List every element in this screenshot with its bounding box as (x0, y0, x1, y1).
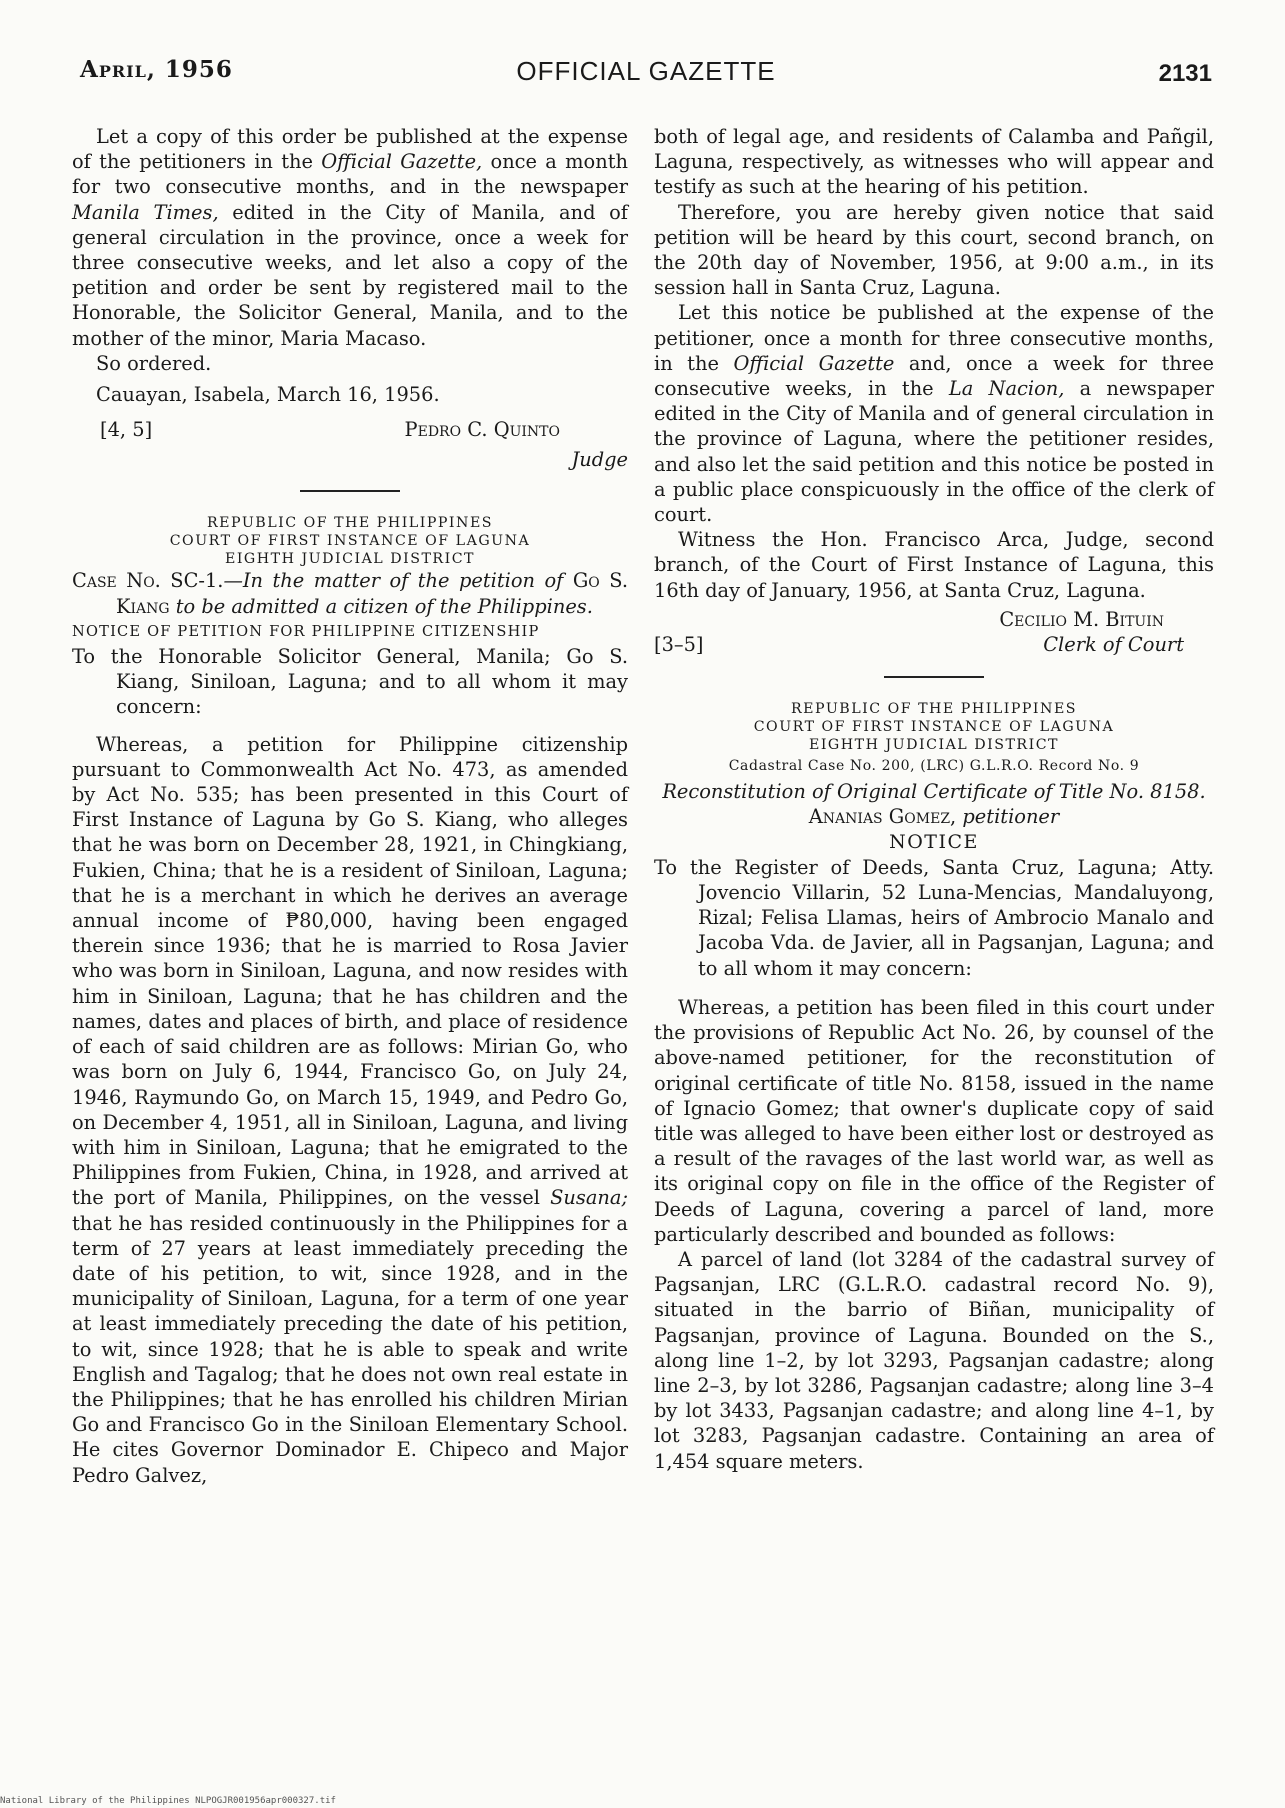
publish-paragraph (654, 300, 1214, 527)
heading-line-3: EIGHTH JUDICIAL DISTRICT (808, 737, 1060, 754)
clerk-signature (654, 607, 1214, 658)
whereas-paragraph (72, 732, 628, 1488)
reconstitution-title (654, 779, 1214, 829)
publish-text-3: a newspaper edited in the City of Manila and of general circulation in the province of Laguna, where the petitioner resides, and also let the said petition and this notice be posted in a public place conspicuously in the office of the clerk of court. (654, 377, 1214, 527)
witness-paragraph: Witness the Hon. Francisco Arca, Judge, second branch, of the Court of First Instance of Laguna, this 16th day of January, 1956, at Santa Cruz, Laguna. (654, 528, 1214, 602)
recon-italic-1: Reconstitution of Original Certificate of Title No. 8158. (662, 780, 1206, 804)
order-italic-2: Manila Times, (72, 200, 219, 224)
page-header (80, 52, 1212, 98)
whereas-paragraph: Whereas, a petition has been filed in this court under the provisions of Republic Act No. 26, by counsel of the above-named petitioner, for the reconstitution of original certificate of title No. 8158, issued in the name of Ignacio Gomez; that owner's duplicate copy of said title was alleged to have been either lost or destroyed as a result of the ravages of the last world war, as well as its original copy on file in the office of the Register of Deeds of Laguna, covering a parcel of land, more particularly described and bounded as follows: (654, 995, 1214, 1246)
left-column (72, 124, 628, 1488)
heading-line-3: EIGHTH JUDICIAL DISTRICT (224, 551, 476, 568)
notice-heading: NOTICE (889, 830, 979, 853)
case-number: Case No. SC-1. (72, 569, 224, 593)
issue-date: April, 1956 (80, 56, 233, 83)
sig-code: [4, 5] (100, 418, 153, 442)
order-italic-1: Official Gazette, (321, 150, 483, 174)
heading-line-1: REPUBLIC OF THE PHILIPPINES (790, 701, 1078, 718)
case-text-2: to be admitted a citizen of the Philippines. (169, 594, 593, 618)
section-divider (884, 676, 984, 678)
heading-line-2: COURT OF FIRST INSTANCE OF LAGUNA (169, 533, 531, 550)
publication-title: OFFICIAL GAZETTE (516, 56, 776, 86)
therefore-paragraph: Therefore, you are hereby given notice that said petition will be heard by this court, second branch, on the 20th day of November, 1956, at 9:00 a.m., in its session hall in Santa Cruz, Laguna. (654, 200, 1214, 300)
page-number: 2131 (1158, 60, 1212, 87)
place-date: Cauayan, Isabela, March 16, 1956. (96, 383, 440, 407)
case-text-1: —In the matter of the petition of (223, 569, 573, 593)
publish-text-2: and, once a week for three consecutive weeks, in the (654, 351, 1214, 401)
notice-title: NOTICE OF PETITION FOR PHILIPPINE CITIZENSHIP (72, 622, 540, 640)
addressees: To the Honorable Solicitor General, Manila; Go S. Kiang, Siniloan, Laguna; and to all whom it may concern: (72, 645, 628, 719)
heading-line-2: COURT OF FIRST INSTANCE OF LAGUNA (753, 719, 1115, 736)
order-text-1: Let a copy of this order be published at the expense of the petitioners in the (72, 125, 628, 174)
clerk-title: Clerk of Court (1043, 633, 1184, 657)
order-text-3: edited in the City of Manila, and of general circulation in the province, once a week for three consecutive weeks, and let also a copy of the petition and order be sent by registered mail to the Honorable, the Solicitor General, Manila, and to the mother of the minor, Maria Macaso. (72, 200, 628, 350)
clerk-name: Cecilio M. Bituin (999, 607, 1164, 631)
addressees: To the Register of Deeds, Santa Cruz, Laguna; Atty. Jovencio Villarin, 52 Luna-Mencias, Mandaluyong, Rizal; Felisa Llamas, heirs of Ambrocio Manalo and Jacoba Vda. de Javier, all in Pagsanjan, Laguna; and to all whom it may concern: (654, 855, 1214, 980)
publish-text-1: Let this notice be published at the expense of the petitioner, once a month for three consecutive months, in the (654, 301, 1214, 375)
judge-title: Judge (571, 448, 628, 472)
section-divider (300, 490, 400, 492)
petitioner-name: Ananias Gomez, (808, 805, 957, 829)
recon-italic-2: petitioner (956, 805, 1060, 829)
court-heading (654, 700, 1214, 754)
continued-paragraph: both of legal age, and residents of Calamba and Pañgil, Laguna, respectively, as witnesses who will appear and testify as such at the hearing of his petition. (654, 125, 1214, 199)
cadastral-case-line: Cadastral Case No. 200, (LRC) G.L.R.O. Record No. 9 (728, 758, 1140, 775)
parcel-description: A parcel of land (lot 3284 of the cadastral survey of Pagsanjan, LRC (G.L.R.O. cadastral record No. 9), situated in the barrio of Biñan, municipality of Pagsanjan, province of Laguna. Bounded on the S., along line 1–2, by lot 3293, Pagsanjan cadastre; along line 2–3, by lot 3286, Pagsanjan cadastre; along line 3–4 by lot 3433, Pagsanjan cadastre; and along line 4–1, by lot 3283, Pagsanjan cadastre. Containing an area of 1,454 square meters. (654, 1247, 1214, 1473)
scan-footer: National Library of the Philippines NLPOGJR001956apr000327.tif (0, 1796, 336, 1806)
vessel-name: Susana; (550, 1186, 628, 1210)
order-paragraph (72, 124, 628, 351)
publish-italic-2: La Nacion, (948, 377, 1065, 401)
whereas-text-2: that he has resided continuously in the Philippines for a term of 27 years at least immediately preceding the date of his petition, to wit, since 1928, and in the municipality of Siniloan, Laguna, for a term of one year at least immediately preceding the date of his petition, to wit, since 1928; that he is able to speak and write English and Tagalog; that he does not own real estate in the Philippines; that he has enrolled his children Mirian Go and Francisco Go in the Siniloan Elementary School. He cites Governor Dominador E. Chipeco and Major Pedro Galvez, (72, 1211, 628, 1487)
order-text-2: once a month for two consecutive months, and in the newspaper (72, 150, 628, 199)
court-heading (72, 514, 628, 568)
whereas-text-1: Whereas, a petition for Philippine citizenship pursuant to Commonwealth Act No. 473, as amended by Act No. 535; has been presented in this Court of First Instance of Laguna by Go S. Kiang, who alleges that he was born on December 28, 1921, in Chingkiang, Fukien, China; that he is a resident of Siniloan, Laguna; that he is a merchant in which he derives an average annual income of ₱80,000, having been engaged therein since 1936; that he is married to Rosa Javier who was born in Siniloan, Laguna, and now resides with him in Siniloan, Laguna; that he has children and the names, dates and places of birth, and place of residence of each of said children are as follows: Mirian Go, who was born on July 6, 1944, Francisco Go, on July 24, 1946, Raymundo Go, on March 15, 1949, and Pedro Go, on December 4, 1951, all in Siniloan, Laguna, and living with him in Siniloan, Laguna; that he emigrated to the Philippines from Fukien, China, in 1928, and arrived at the port of Manila, Philippines, on the vessel (72, 732, 628, 1210)
right-column (654, 124, 1214, 1474)
so-ordered: So ordered. (96, 351, 212, 375)
clerk-signature-row (654, 632, 1214, 658)
judge-signature-row (72, 417, 628, 447)
judge-name: Pedro C. Quinto (404, 418, 560, 442)
sig-code: [3–5] (654, 633, 704, 657)
case-title (72, 568, 628, 618)
petitioner-name: Go S. Kiang (116, 569, 629, 618)
publish-italic-1: Official Gazette (733, 351, 895, 375)
heading-line-1: REPUBLIC OF THE PHILIPPINES (206, 515, 494, 532)
